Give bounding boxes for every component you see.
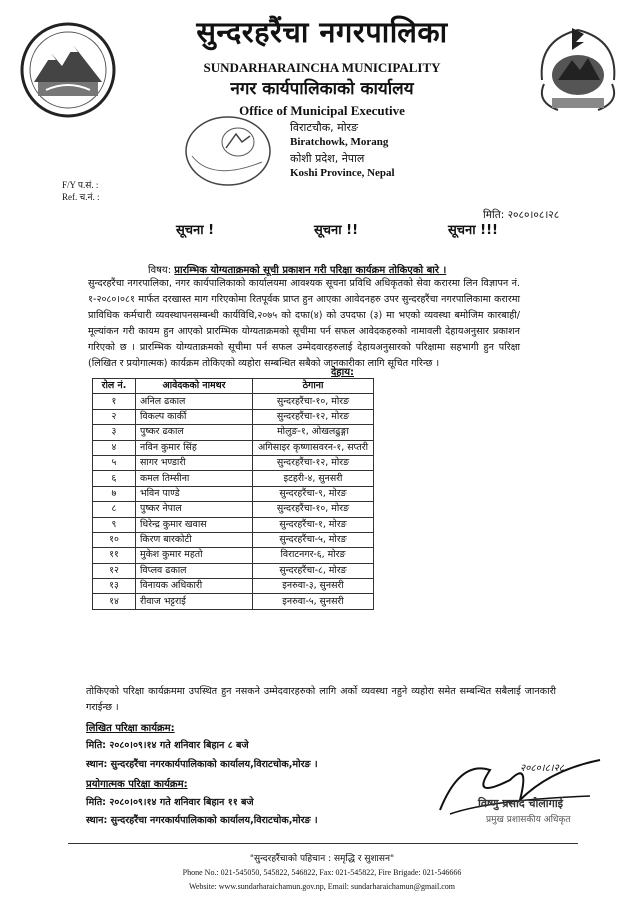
col-roll: रोल नं.	[93, 379, 136, 394]
applicant-name: अनिल ढकाल	[136, 394, 253, 409]
applicant-name: विप्लव ढकाल	[136, 563, 253, 578]
candidate-table	[92, 378, 374, 610]
roll-number: १३	[93, 579, 136, 594]
applicant-address: इनरुवा-५, सुनसरी	[253, 594, 374, 609]
list-label: देहाय:	[331, 367, 355, 378]
table-row	[93, 394, 374, 409]
province-np: कोशी प्रदेश, नेपाल	[290, 152, 365, 165]
notice-heading-2: सूचना !!	[314, 223, 359, 238]
applicant-name: कमल तिम्सीना	[136, 471, 253, 486]
roll-number: ११	[93, 548, 136, 563]
fiscal-year-ref: F/Y प.सं. :	[62, 180, 99, 190]
office-seal	[182, 112, 274, 190]
footer-slogan: "सुन्दरहरैंचाको पहिचान : समृद्धि र सुशासन"	[249, 854, 395, 864]
table-row	[93, 517, 374, 532]
roll-number: ५	[93, 455, 136, 470]
province-en: Koshi Province, Nepal	[290, 167, 395, 179]
applicant-address: इटहरी-४, सुनसरी	[253, 471, 374, 486]
practical-exam-heading: प्रयोगात्मक परिक्षा कार्यक्रम:	[86, 779, 188, 790]
roll-number: २	[93, 409, 136, 424]
applicant-name: पुष्कर ढकाल	[136, 425, 253, 440]
applicant-name: किरण बारकोटी	[136, 532, 253, 547]
table-row	[93, 409, 374, 424]
written-exam-heading: लिखित परिक्षा कार्यक्रम:	[86, 723, 175, 734]
col-address: ठेगाना	[253, 379, 374, 394]
address-np: विराटचौक, मोरङ	[290, 121, 359, 134]
subject-line	[148, 262, 446, 276]
table-row	[93, 579, 374, 594]
written-exam-date: मिति: २०८०।०९।१४ गते शनिवार बिहान ८ बजे	[86, 740, 249, 751]
applicant-name: नविन कुमार सिंह	[136, 440, 253, 455]
applicant-address: सुन्दरहरैंचा-१२, मोरङ	[253, 455, 374, 470]
table-row	[93, 486, 374, 501]
footer-phones: Phone No.: 021-545050, 545822, 546822, Fax: 021-545822, Fire Brigade: 021-546666	[182, 868, 462, 877]
applicant-address: विराटनगर-६, मोरङ	[253, 548, 374, 563]
applicant-address: सुन्दरहरैंचा-८, मोरङ	[253, 563, 374, 578]
table-header-row	[93, 379, 374, 394]
applicant-name: मुकेश कुमार महतो	[136, 548, 253, 563]
col-name: आवेदकको नामथर	[136, 379, 253, 394]
table-row	[93, 532, 374, 547]
after-table-note: तोकिएको परिक्षा कार्यक्रममा उपस्थित हुन नसकने उम्मेदवारहरुको लागि अर्को व्यवस्था नहुने व्यहोरा समेत सम्बन्धित सबैलाई जानकारी गराईन्छ ।	[86, 686, 556, 713]
footer-divider	[68, 843, 578, 844]
table-row	[93, 563, 374, 578]
table-row	[93, 548, 374, 563]
applicant-address: सुन्दरहरैंचा-१, मोरङ	[253, 517, 374, 532]
roll-number: ८	[93, 502, 136, 517]
roll-number: ३	[93, 425, 136, 440]
subject-label: विषय:	[148, 265, 172, 276]
roll-number: ६	[93, 471, 136, 486]
table-row	[93, 440, 374, 455]
applicant-name: भविन पाण्डे	[136, 486, 253, 501]
roll-number: १४	[93, 594, 136, 609]
municipality-title: सुन्दरहरैंचा नगरपालिका	[196, 15, 448, 49]
roll-number: ९	[93, 517, 136, 532]
applicant-name: विनायक अधिकारी	[136, 579, 253, 594]
roll-number: १०	[93, 532, 136, 547]
applicant-address: अगिसाइर कृष्णासवरन-१, सप्तरी	[253, 440, 374, 455]
roll-number: ७	[93, 486, 136, 501]
office-name-en: Office of Municipal Executive	[239, 103, 405, 118]
municipality-name-en: SUNDARHARAINCHA MUNICIPALITY	[203, 60, 441, 75]
table-row	[93, 594, 374, 609]
office-name-np: नगर कार्यपालिकाको कार्यालय	[230, 79, 414, 99]
subject-text: प्रारम्भिक योग्यताक्रमको सूची प्रकाशन गरी परिक्षा कार्यक्रम तोकिएको बारे ।	[174, 265, 447, 276]
notice-body: सुन्दरहरैंचा नगरपालिका, नगर कार्यपालिकाको कार्यालयमा आवश्यक सूचना प्रविधि अधिकृतको सेवा करारमा लिन विज्ञापन नं. १-२०८०।०८१ मार्फत दरखास्त माग गरिएकोमा रितपूर्वक प्राप्त हुन आएका आवेदनहरु उपर सुन्दरहरैंचा नगरपालिकामा करारमा प्राविधिक कर्मचारी व्यवस्थापनसम्बन्धी कार्यविधि,२०७५ को दफा(४) को उपदफा (३) मा भएको व्यवस्था बमोजिम कारबाही/मूल्यांकन गरी कायम हुन आएको प्रारम्भिक योग्यताक्रमको सूचीमा पर्न सफल आवेदकहरुको नामावली देहायअनुसार प्रकाशन गरिएको छ । प्रारम्भिक योग्यताक्रमको सूचीमा पर्न सफल उम्मेदवारहरुलाई देहायअनुसारको परिक्षामा सहभागी हुन परिक्षा (लिखित र प्रयोगात्मक) कार्यक्रम तोकिएको व्यहोरा सम्बन्धित सबैको जानकारीका लागि सूचित गरिन्छ ।	[88, 278, 520, 369]
table-row	[93, 455, 374, 470]
applicant-address: इनरुवा-३, सुनसरी	[253, 579, 374, 594]
applicant-address: मोलुङ-१, ओखलढुङ्गा	[253, 425, 374, 440]
practical-exam-place: स्थान: सुन्दरहरैंचा नगरकार्यपालिकाको कार्यालय,विराटचोक,मोरङ ।	[86, 815, 318, 826]
applicant-address: सुन्दरहरैंचा-१२, मोरङ	[253, 409, 374, 424]
practical-exam-date: मिति: २०८०।०९।१४ गते शनिवार बिहान ११ बजे	[86, 797, 254, 808]
applicant-name: रीवाज भट्टराई	[136, 594, 253, 609]
applicant-address: सुन्दरहरैंचा-५, मोरङ	[253, 532, 374, 547]
officer-title: प्रमुख प्रशासकीय अधिकृत	[486, 815, 571, 825]
notice-heading-3: सूचना !!!	[448, 223, 498, 238]
roll-number: १२	[93, 563, 136, 578]
written-exam-place: स्थान: सुन्दरहरैंचा नगरकार्यपालिकाको कार्यालय,विराटचोक,मोरङ ।	[86, 759, 318, 770]
reference-no: Ref. च.नं. :	[62, 192, 100, 202]
footer-web: Website: www.sundarharaichamun.gov.np, Email: sundarharaichamun@gmail.com	[188, 882, 456, 891]
applicant-name: विकल्प कार्की	[136, 409, 253, 424]
roll-number: ४	[93, 440, 136, 455]
applicant-name: पुष्कर नेपाल	[136, 502, 253, 517]
table-row	[93, 502, 374, 517]
table-row	[93, 471, 374, 486]
applicant-address: सुन्दरहरैंचा-१०, मोरङ	[253, 502, 374, 517]
officer-name: विष्णु प्रसाद चौलागाई	[478, 797, 564, 810]
notice-date: मिति: २०८०।०८।२८	[483, 209, 560, 221]
applicant-name: सागर भण्डारी	[136, 455, 253, 470]
signature-date: २०८०।८।२८	[520, 763, 564, 774]
notice-heading-1: सूचना !	[176, 223, 215, 238]
roll-number: १	[93, 394, 136, 409]
table-row	[93, 425, 374, 440]
address-en: Biratchowk, Morang	[290, 136, 389, 148]
applicant-address: सुन्दरहरैंचा-१०, मोरङ	[253, 394, 374, 409]
applicant-address: सुन्दरहरैंचा-९, मोरङ	[253, 486, 374, 501]
applicant-name: धिरेन्द्र कुमार खवास	[136, 517, 253, 532]
